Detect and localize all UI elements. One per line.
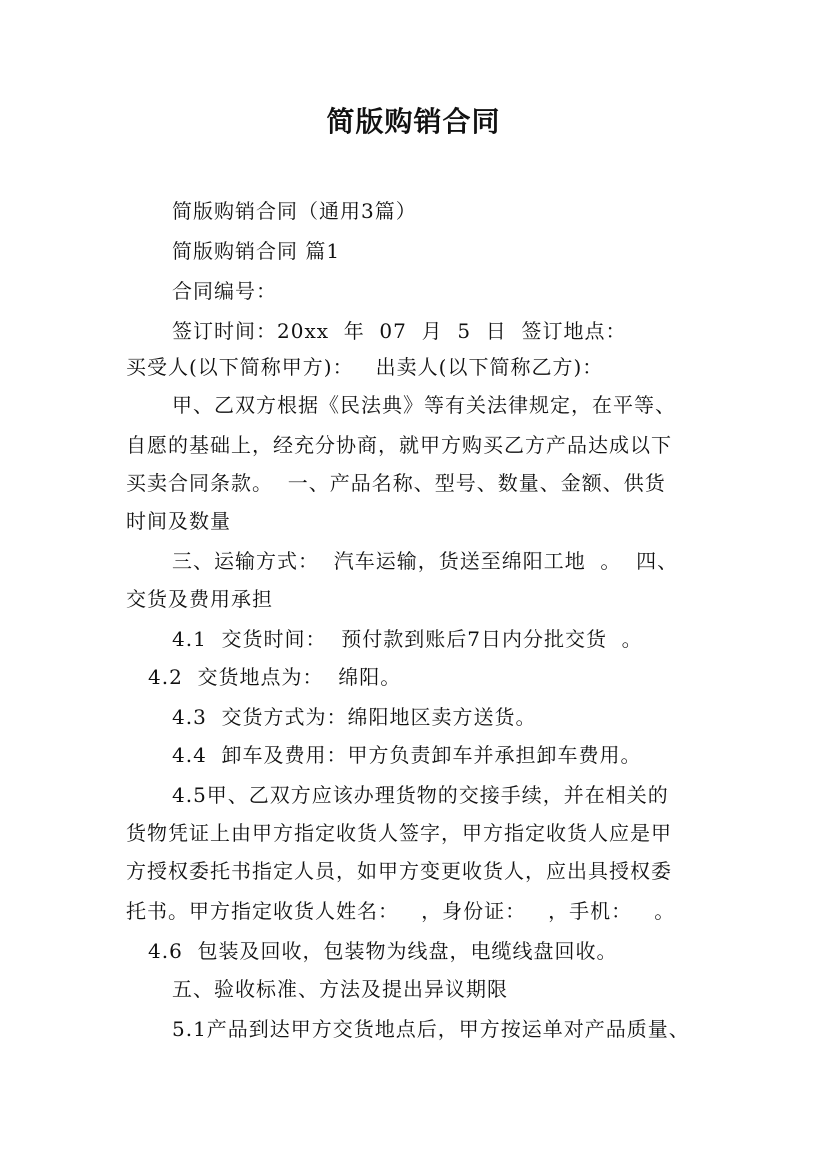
paragraph-line: 买卖合同条款。 一、产品名称、型号、数量、金额、供货 (126, 471, 666, 495)
clause-4-3: 4.3 交货方式为：绵阳地区卖方送货。 (172, 705, 537, 729)
document-title: 简版购销合同 (326, 105, 501, 138)
paragraph-line: 货物凭证上由甲方指定收货人签字，甲方指定收货人应是甲 (126, 821, 672, 845)
clause-5-1: 5.1产品到达甲方交货地点后，甲方按运单对产品质量、 (172, 1017, 690, 1041)
clause-4-2: 4.2 交货地点为： 绵阳。 (148, 665, 402, 689)
paragraph-line: 自愿的基础上，经充分协商，就甲方购买乙方产品达成以下 (126, 433, 672, 457)
section-5-heading: 五、验收标准、方法及提出异议期限 (172, 977, 508, 1001)
paragraph-line: 方授权委托书指定人员，如甲方变更收货人，应出具授权委 (126, 859, 672, 883)
clause-4-1: 4.1 交货时间： 预付款到账后7日内分批交货 。 (172, 627, 643, 651)
paragraph-line: 三、运输方式： 汽车运输，货送至绵阳工地 。 四、 (172, 549, 679, 573)
parties-line: 买受人(以下简称甲方)： 出卖人(以下简称乙方)： (126, 355, 604, 379)
subtitle-general: 简版购销合同（通用3篇） (172, 199, 417, 223)
paragraph-line: 交货及费用承担 (126, 587, 273, 611)
signing-date-line: 签订时间：20xx 年 07 月 5 日 签订地点： (172, 319, 627, 343)
paragraph-line: 时间及数量 (126, 509, 231, 533)
clause-4-5: 4.5甲、乙双方应该办理货物的交接手续，并在相关的 (172, 783, 669, 807)
contract-number-line: 合同编号： (172, 279, 277, 303)
subtitle-part-1: 简版购销合同 篇1 (172, 239, 341, 263)
paragraph-line: 甲、乙双方根据《民法典》等有关法律规定，在平等、 (172, 393, 676, 417)
clause-4-4: 4.4 卸车及费用：甲方负责卸车并承担卸车费用。 (172, 743, 642, 767)
clause-4-6: 4.6 包装及回收，包装物为线盘，电缆线盘回收。 (148, 939, 618, 963)
paragraph-line: 托书。甲方指定收货人姓名： ，身份证： ，手机： 。 (126, 899, 676, 923)
